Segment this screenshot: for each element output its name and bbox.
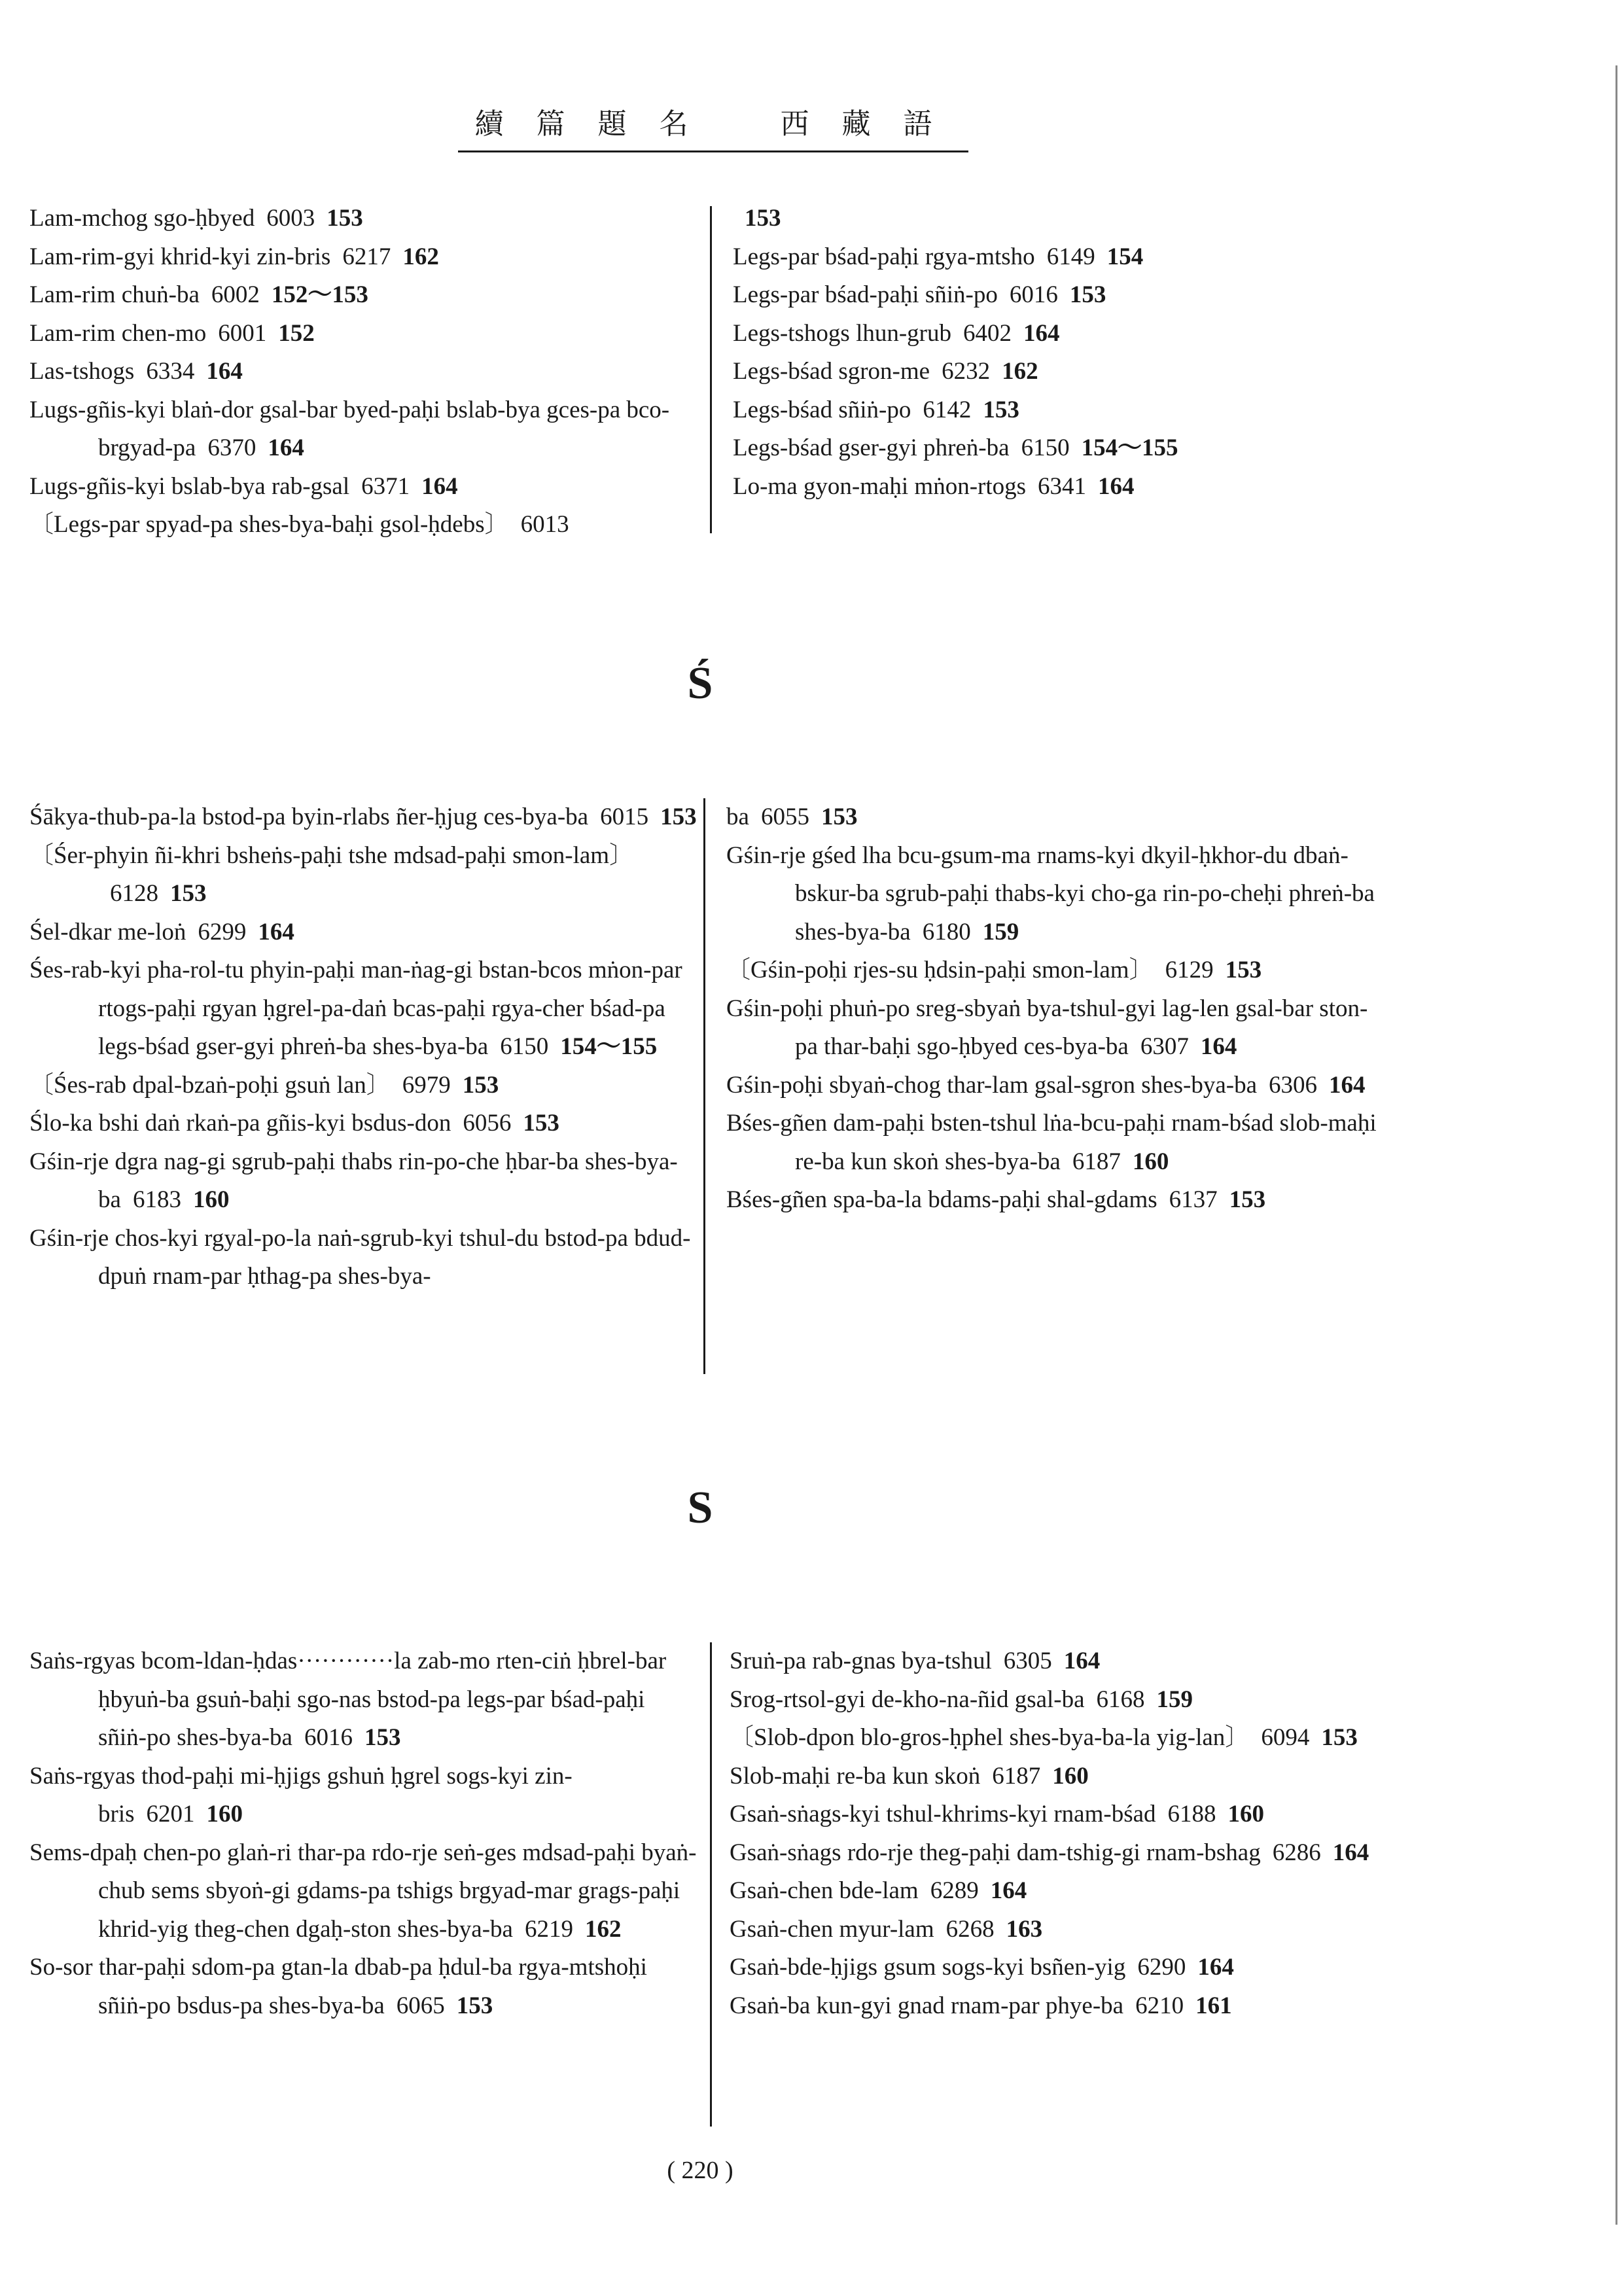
entry-number: 6217 [342, 243, 391, 270]
entry-title: Slob-maḥi re-ba kun skoṅ [730, 1762, 981, 1790]
entry-number: 6210 [1135, 1992, 1184, 2019]
entry-title: Legs-par bśad-paḥi sñiṅ-po [733, 281, 998, 308]
index-entry [733, 353, 1387, 391]
index-entry [733, 200, 1387, 238]
header-char: 語 [903, 108, 952, 140]
column-divider [710, 206, 712, 533]
page-number: ( 220 ) [667, 2157, 733, 2184]
index-entry [29, 798, 697, 837]
entry-page: 153 [364, 1724, 401, 1751]
entry-number: 6003 [266, 205, 315, 232]
entry-number: 6016 [1009, 281, 1058, 308]
section-letter-s-acute: Ś [687, 658, 713, 709]
entry-number: 6142 [923, 396, 972, 423]
index-entry [726, 951, 1387, 990]
section-s-acute-left-column [29, 798, 697, 1296]
header-char: 西 [780, 108, 829, 140]
index-entry [29, 315, 697, 353]
entry-title: Saṅs-rgyas bcom-ldan-ḥdas············la zab-mo rten-ciṅ ḥbrel-bar ḥbyuṅ-ba gsuṅ-baḥi sgo-nas bstod-pa legs-par bśad-paḥi sñiṅ-po shes-bya-ba [29, 1648, 667, 1751]
section-l-left-column [29, 200, 697, 544]
entry-page: 154～155 [560, 1033, 658, 1060]
entry-number: 6015 [600, 804, 649, 830]
index-entry [29, 506, 697, 544]
entry-page: 154 [1106, 243, 1144, 270]
entry-number: 6065 [396, 1992, 445, 2019]
entry-page: 153 [523, 1110, 559, 1137]
entry-number: 6268 [945, 1915, 995, 1943]
index-entry [29, 1104, 697, 1143]
index-entry [730, 1949, 1390, 1987]
index-entry [29, 238, 697, 277]
index-entry [733, 468, 1387, 506]
entry-title: Gsaṅ-sṅags-kyi tshul-khrims-kyi rnam-bśad [730, 1801, 1156, 1828]
entry-number: 6201 [146, 1801, 195, 1828]
entry-page: 159 [1156, 1686, 1193, 1713]
entry-number: 6150 [500, 1033, 549, 1060]
index-entry [730, 1911, 1390, 1949]
entry-page: 153 [327, 205, 363, 232]
entry-page: 164 [1063, 1648, 1101, 1674]
header-char: 題 [597, 108, 646, 140]
entry-title: Sems-dpaḥ chen-po glaṅ-ri thar-pa rdo-rje seṅ-ges mdsad-paḥi byaṅ-chub sems sbyoṅ-gi gdams-pa tshigs brgyad-mar grags-paḥi khrid-yig theg-chen dgaḥ-ston shes-bya-ba [29, 1839, 697, 1943]
entry-title: Lam-rim chuṅ-ba [29, 281, 200, 308]
index-entry [730, 1642, 1390, 1681]
index-entry [29, 276, 697, 315]
entry-page: 164 [258, 918, 294, 945]
entry-number: 6187 [1072, 1148, 1121, 1175]
entry-page: 153 [1229, 1186, 1266, 1213]
entry-number: 6341 [1038, 472, 1087, 500]
entry-title: So-sor thar-paḥi sdom-pa gtan-la dbab-pa ḥdul-ba rgya-mtshoḥi sñiṅ-po bsdus-pa shes-bya-ba [29, 1954, 647, 2019]
entry-number: 6183 [132, 1186, 181, 1213]
entry-number: 6290 [1137, 1954, 1186, 1981]
index-entry [29, 913, 697, 952]
entry-title: Gśin-rje gśed lha bcu-gsum-ma rnams-kyi dkyil-ḥkhor-du dbaṅ-bskur-ba sgrub-paḥi thabs-kyi cho-ga rin-po-cheḥi phreṅ-ba shes-bya-ba [726, 841, 1375, 945]
entry-number: 6232 [942, 358, 991, 385]
entry-number: 6128 [110, 880, 158, 907]
entry-number: 6306 [1269, 1071, 1318, 1099]
entry-title: Gsaṅ-chen myur-lam [730, 1915, 934, 1943]
index-entry [29, 837, 697, 913]
entry-title: Legs-tshogs lhun-grub [733, 319, 951, 347]
entry-page: 153 [745, 205, 781, 232]
entry-page: 153 [1225, 957, 1262, 983]
entry-number: 6150 [1021, 434, 1070, 461]
entry-page: 153 [660, 804, 697, 830]
entry-number: 6056 [463, 1110, 512, 1137]
index-entry [726, 837, 1387, 952]
entry-number: 6334 [146, 358, 195, 385]
entry-page: 164 [206, 358, 243, 385]
entry-number: 6305 [1003, 1648, 1052, 1674]
entry-page: 153 [456, 1992, 493, 2019]
entry-page: 152 [278, 319, 315, 347]
index-entry [730, 1834, 1390, 1873]
entry-page: 152～153 [271, 281, 368, 308]
entry-title: Saṅs-rgyas thod-paḥi mi-ḥjigs gshuṅ ḥgrel sogs-kyi zin-bris [29, 1762, 573, 1828]
header-char: 篇 [536, 108, 585, 140]
entry-number: 6002 [211, 281, 260, 308]
entry-page: 153 [462, 1071, 499, 1099]
index-entry [730, 1719, 1390, 1757]
index-entry [29, 1220, 697, 1296]
entry-title: Gśin-poḥi phuṅ-po sreg-sbyaṅ bya-tshul-gyi lag-len gsal-bar ston-pa thar-baḥi sgo-ḥbyed ces-bya-ba [726, 995, 1368, 1060]
entry-title: Gśin-poḥi sbyaṅ-chog thar-lam gsal-sgron shes-bya-ba [726, 1071, 1258, 1099]
entry-number: 6979 [402, 1071, 451, 1099]
column-divider [703, 798, 705, 1374]
entry-page: 160 [192, 1186, 230, 1213]
entry-page: 162 [1002, 358, 1038, 385]
section-l-right-column [733, 200, 1387, 506]
entry-number: 6187 [992, 1762, 1041, 1790]
index-entry [733, 315, 1387, 353]
entry-page: 164 [1098, 472, 1135, 500]
entry-title: Śel-dkar me-loṅ [29, 918, 186, 945]
entry-number: 6289 [930, 1877, 979, 1904]
entry-number: 6307 [1140, 1033, 1189, 1060]
index-entry [29, 1949, 697, 2025]
entry-title: Las-tshogs [29, 358, 135, 385]
index-entry [29, 1642, 697, 1757]
entry-page: 159 [982, 918, 1019, 945]
entry-number: 6188 [1167, 1801, 1216, 1828]
entry-number: 6149 [1046, 243, 1095, 270]
entry-title: Gsaṅ-chen bde-lam [730, 1877, 919, 1904]
entry-title: Legs-bśad sñiṅ-po [733, 396, 911, 423]
entry-number: 6137 [1169, 1186, 1218, 1213]
entry-page: 160 [1227, 1801, 1265, 1828]
entry-number: 6055 [760, 804, 809, 830]
entry-number: 6286 [1272, 1839, 1321, 1866]
section-s-acute-right-column [726, 798, 1387, 1220]
entry-number: 6094 [1261, 1724, 1310, 1751]
entry-page: 164 [1329, 1071, 1366, 1099]
entry-title: Lam-mchog sgo-ḥbyed [29, 205, 255, 232]
index-entry [29, 1067, 697, 1105]
entry-title: 〔Slob-dpon blo-gros-ḥphel shes-bya-ba-la yig-lan〕 [730, 1724, 1250, 1751]
index-entry [733, 238, 1387, 277]
index-entry [29, 951, 697, 1067]
entry-page: 164 [1197, 1954, 1234, 1981]
entry-title: Lam-rim-gyi khrid-kyi zin-bris [29, 243, 331, 270]
section-s-left-column [29, 1642, 697, 2025]
entry-title: Srog-rtsol-gyi de-kho-na-ñid gsal-ba [730, 1686, 1085, 1713]
header-char: 名 [659, 108, 708, 140]
entry-title: Lugs-gñis-kyi bslab-bya rab-gsal [29, 472, 350, 500]
index-entry [29, 1757, 697, 1834]
index-entry [733, 429, 1387, 468]
entry-number: 6402 [963, 319, 1012, 347]
index-entry [29, 200, 697, 238]
entry-page: 164 [421, 472, 458, 500]
entry-title: Śākya-thub-pa-la bstod-pa byin-rlabs ñer-ḥjug ces-bya-ba [29, 804, 589, 830]
index-entry [726, 1181, 1387, 1220]
entry-title: Gsaṅ-sṅags rdo-rje theg-paḥi dam-tshig-gi rnam-bshag [730, 1839, 1261, 1866]
entry-page: 163 [1006, 1915, 1043, 1943]
entry-title: Ślo-ka bshi daṅ rkaṅ-pa gñis-kyi bsdus-don [29, 1110, 451, 1137]
entry-page: 153 [821, 804, 858, 830]
entry-title: Gsaṅ-ba kun-gyi gnad rnam-par phye-ba [730, 1992, 1124, 2019]
entry-number: 6013 [520, 511, 569, 538]
entry-title: Lugs-gñis-kyi blaṅ-dor gsal-bar byed-paḥi bslab-bya gces-pa bco-brgyad-pa [29, 396, 670, 461]
entry-page: 153 [1321, 1724, 1358, 1751]
entry-title: Gsaṅ-bde-ḥjigs gsum sogs-kyi bsñen-yig [730, 1954, 1126, 1981]
header-char: 續 [474, 108, 523, 140]
entry-page: 160 [206, 1801, 243, 1828]
entry-title: Legs-par bśad-paḥi rgya-mtsho [733, 243, 1035, 270]
column-divider [710, 1642, 712, 2127]
index-entry [29, 468, 697, 506]
entry-number: 6001 [218, 319, 267, 347]
entry-page: 154～155 [1081, 434, 1178, 461]
entry-title: 〔Legs-par spyad-pa shes-bya-baḥi gsol-ḥdebs〕 [29, 511, 509, 538]
index-entry [733, 276, 1387, 315]
entry-number: 6016 [304, 1724, 353, 1751]
entry-page: 164 [990, 1877, 1027, 1904]
entry-title: Gśin-rje dgra nag-gi sgrub-paḥi thabs rin-po-che ḥbar-ba shes-bya-ba [29, 1148, 678, 1213]
entry-title: 〔Gśin-poḥi rjes-su ḥdsin-paḥi smon-lam〕 [726, 957, 1154, 983]
index-entry [726, 798, 1387, 837]
running-header [458, 105, 968, 152]
index-entry [726, 1067, 1387, 1105]
entry-title: Legs-bśad sgron-me [733, 358, 930, 385]
index-entry [29, 1834, 697, 1949]
index-entry [730, 1757, 1390, 1796]
index-entry [29, 353, 697, 391]
index-entry [726, 1104, 1387, 1181]
entry-number: 6168 [1096, 1686, 1145, 1713]
index-entry [730, 1795, 1390, 1834]
entry-title: Śes-rab-kyi pha-rol-tu phyin-paḥi man-ṅag-gi bstan-bcos mṅon-par rtogs-paḥi rgyan ḥgrel-pa-daṅ bcas-paḥi rgya-cher bśad-pa legs-bśad gser-gyi phreṅ-ba shes-bya-ba [29, 957, 682, 1060]
entry-title: Bśes-gñen spa-ba-la bdams-paḥi shal-gdams [726, 1186, 1157, 1213]
entry-title: Bśes-gñen dam-paḥi bsten-tshul lṅa-bcu-paḥi rnam-bśad slob-maḥi re-ba kun skoṅ shes-bya-ba [726, 1110, 1377, 1175]
entry-page: 164 [1200, 1033, 1237, 1060]
page-edge [1615, 65, 1617, 2225]
index-entry [730, 1872, 1390, 1911]
entry-page: 164 [1332, 1839, 1369, 1866]
entry-page: 153 [983, 396, 1019, 423]
index-entry [733, 391, 1387, 430]
entry-page: 164 [268, 434, 304, 461]
entry-number: 6129 [1165, 957, 1214, 983]
entry-page: 153 [170, 880, 207, 907]
entry-number: 6219 [524, 1915, 573, 1943]
index-entry [730, 1987, 1390, 2026]
index-entry [726, 990, 1387, 1067]
entry-title: 〔Śer-phyin ñi-khri bsheṅs-paḥi tshe mdsad-paḥi smon-lam〕 [29, 841, 634, 869]
entry-title: Lam-rim chen-mo [29, 319, 207, 347]
index-entry [730, 1681, 1390, 1720]
entry-title: Gśin-rje chos-kyi rgyal-po-la naṅ-sgrub-kyi tshul-du bstod-pa bdud-dpuṅ rnam-par ḥthag-pa shes-bya- [29, 1224, 691, 1290]
entry-page: 164 [1023, 319, 1060, 347]
entry-page: 160 [1052, 1762, 1089, 1790]
entry-page: 162 [402, 243, 439, 270]
entry-number: 6370 [207, 434, 256, 461]
entry-title: Lo-ma gyon-maḥi mṅon-rtogs [733, 472, 1027, 500]
entry-title: ba [726, 804, 749, 830]
entry-page: 153 [1069, 281, 1106, 308]
section-letter-s: S [687, 1483, 713, 1533]
entry-number: 6371 [361, 472, 410, 500]
header-char: 藏 [841, 108, 891, 140]
entry-title: Legs-bśad gser-gyi phreṅ-ba [733, 434, 1010, 461]
entry-page: 160 [1132, 1148, 1169, 1175]
index-entry [29, 1143, 697, 1220]
entry-page: 161 [1195, 1992, 1232, 2019]
entry-number: 6299 [198, 918, 247, 945]
entry-number: 6180 [922, 918, 971, 945]
entry-title: Sruṅ-pa rab-gnas bya-tshul [730, 1648, 992, 1674]
entry-title: 〔Śes-rab dpal-bzaṅ-poḥi gsuṅ lan〕 [29, 1071, 391, 1099]
index-entry [29, 391, 697, 468]
entry-page: 162 [584, 1915, 622, 1943]
section-s-right-column [730, 1642, 1390, 2025]
